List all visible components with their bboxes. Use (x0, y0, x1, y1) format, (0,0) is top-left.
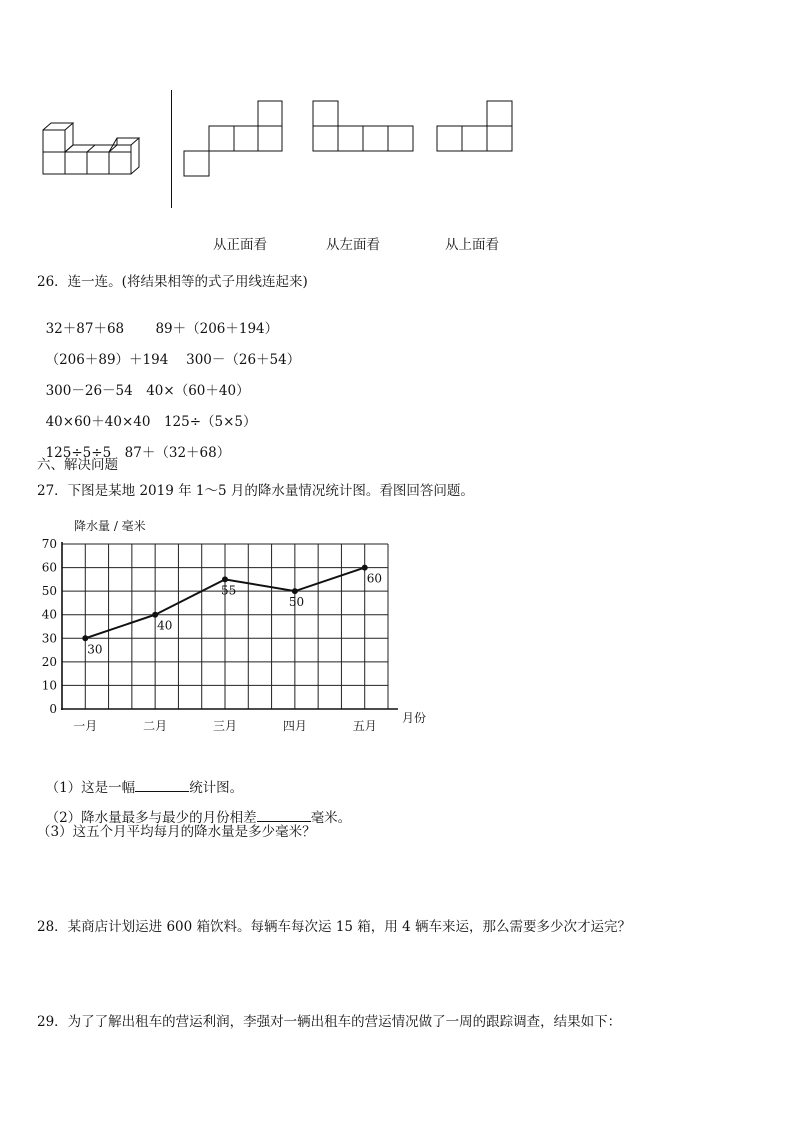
data-label: 40 (157, 618, 173, 633)
x-tick-label: 四月 (282, 719, 307, 733)
front-view-figure (183, 100, 285, 178)
q26-right-expr: 89＋（206＋194） (155, 321, 279, 337)
x-tick-label: 三月 (212, 719, 238, 733)
y-tick-label: 60 (41, 560, 57, 575)
cube-stack-figure (38, 118, 158, 180)
front-view-label: 从正面看 (213, 237, 267, 253)
top-view-figure (436, 100, 516, 154)
x-tick-label: 二月 (143, 719, 168, 733)
q27-sub2-before: （2）降水量最多与最少的月份相差 (45, 810, 257, 826)
data-point (152, 612, 158, 618)
q26-right-expr: 40×（60＋40） (146, 383, 250, 399)
x-axis-label: 月份 (402, 711, 427, 725)
q26-title: 26．连一连。(将结果相等的式子用线连起来) (37, 274, 308, 290)
figure-divider (171, 90, 172, 208)
y-tick-label: 10 (41, 678, 57, 693)
q29-text: 29．为了了解出租车的营运利润，李强对一辆出租车的营运情况做了一周的跟踪调查，结果如下： (37, 1014, 622, 1030)
q26-right-expr: 300－（26＋54） (186, 352, 301, 368)
data-point (362, 565, 368, 571)
left-view-label: 从左面看 (326, 237, 380, 253)
x-tick-label: 五月 (352, 719, 377, 733)
q27-sub1-after: 统计图。 (189, 780, 244, 796)
top-view-label: 从上面看 (445, 237, 499, 253)
q26-right-expr: 87＋（32＋68） (124, 445, 231, 461)
y-tick-label: 20 (41, 654, 57, 669)
y-tick-label: 70 (41, 537, 57, 551)
y-tick-label: 50 (41, 584, 57, 599)
q27-sub1-before: （1）这是一幅 (45, 780, 136, 796)
rainfall-line-chart (36, 512, 446, 742)
q26-left-expr: （206＋89）＋194 (45, 352, 169, 368)
q26-right-expr: 125÷（5×5） (163, 414, 257, 430)
left-view-figure (312, 100, 416, 154)
q26-left-expr: 300－26－54 (45, 383, 133, 399)
data-point (82, 635, 88, 641)
q26-left-expr: 40×60＋40×40 (45, 414, 151, 430)
y-tick-label: 40 (41, 607, 57, 622)
y-tick-label: 30 (41, 631, 57, 646)
data-label: 50 (288, 595, 305, 610)
y-tick-label: 0 (49, 702, 57, 716)
q28-text: 28．某商店计划运进 600 箱饮料。每辆车每次运 15 箱，用 4 辆车来运，那么需要多少次才运完？ (37, 919, 631, 935)
x-tick-label: 一月 (73, 719, 98, 733)
q26-left-expr: 125÷5÷5 (45, 445, 112, 461)
data-label: 30 (87, 642, 103, 657)
q27-sub3: （3）这五个月平均每月的降水量是多少毫米？ (37, 824, 316, 840)
q26-left-expr: 32＋87＋68 (45, 321, 125, 337)
data-label: 60 (366, 571, 382, 586)
data-point (292, 588, 298, 594)
data-point (222, 576, 228, 582)
data-label: 55 (221, 583, 237, 598)
q27-title: 27．下图是某地 2019 年 1～5 月的降水量情况统计图。看图回答问题。 (37, 483, 474, 499)
q27-sub2-after: 毫米。 (310, 810, 352, 826)
section-6-title: 六、解决问题 (37, 457, 118, 473)
y-axis-label: 降水量 / 毫米 (74, 519, 146, 533)
